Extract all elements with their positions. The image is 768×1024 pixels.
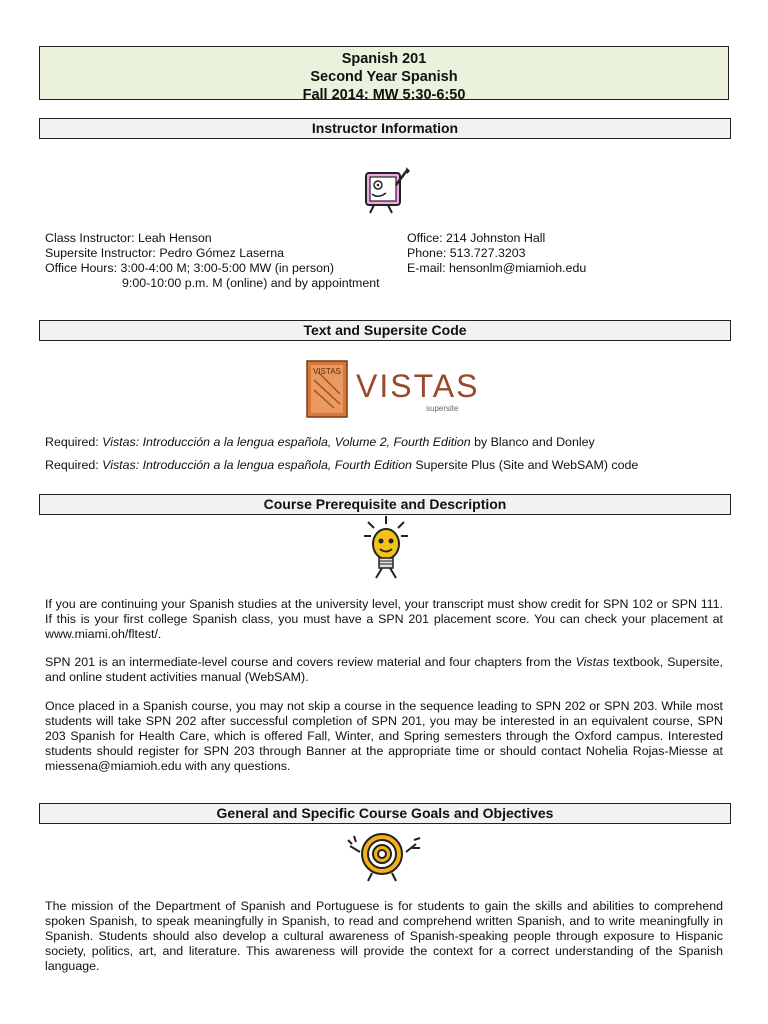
section-goals-heading: General and Specific Course Goals and Objectives	[39, 803, 731, 824]
prereq-paragraph-3: Once placed in a Spanish course, you may not skip a course in the sequence leading to SPN 202 or SPN 203. While most students will take SPN 202 after successful completion of SPN 201, you may be interested in an equivalent course, SPN 203 Spanish for Health Care, which is offered Fall, Winter, and Spring semesters through the Oxford campus. Interested students should register for SPN 203 through Banner at the appropriate time or should contact Nohelia Rojas-Miesse at miessena@miamioh.edu with any questions.	[45, 699, 723, 773]
required-supersite-code: Required: Vistas: Introducción a la lengua española, Fourth Edition Supersite Plus (Site and WebSAM) code	[45, 458, 639, 472]
email-address: E-mail: hensonlm@miamioh.edu	[407, 261, 587, 275]
course-schedule: Fall 2014: MW 5:30-6:50	[302, 87, 466, 103]
section-prereq-heading: Course Prerequisite and Description	[39, 494, 731, 515]
lightbulb-icon	[362, 516, 410, 582]
course-title-box	[39, 46, 729, 103]
svg-text:VISTAS: VISTAS	[313, 367, 341, 376]
vistas-book-logo	[306, 360, 480, 420]
office-hours-online: 9:00-10:00 p.m. M (online) and by appointment	[122, 276, 380, 290]
office-location: Office: 214 Johnston Hall	[407, 231, 546, 245]
goals-paragraph: The mission of the Department of Spanish and Portuguese is for students to gain the skills and abilities to comprehend spoken Spanish, to speak meaningfully in Spanish, to read and comprehend written Spanish, and to write meaningfully in Spanish. Students should also develop a cultural awareness of Spanish-speaking people through exposure to Hispanic society, politics, art, and literature. This awareness will provide the context for a correct understanding of the Spanish language.	[45, 899, 723, 973]
vistas-logo-text: VISTAS	[356, 368, 480, 404]
prereq-paragraph-2: SPN 201 is an intermediate-level course and covers review material and four chapters from the Vistas textbook, Supersite, and online student activities manual (WebSAM).	[45, 655, 723, 684]
office-hours: Office Hours: 3:00-4:00 M; 3:00-5:00 MW (in person)	[45, 261, 335, 275]
required-textbook: Required: Vistas: Introducción a la lengua española, Volume 2, Fourth Edition by Blanco and Donley	[45, 435, 595, 449]
teacher-board-icon	[358, 165, 412, 215]
course-name: Second Year Spanish	[310, 69, 458, 85]
phone-number: Phone: 513.727.3203	[407, 246, 526, 260]
textbook-cover-icon	[306, 360, 348, 418]
supersite-instructor: Supersite Instructor: Pedro Gómez Laserna	[45, 246, 284, 260]
section-text-heading: Text and Supersite Code	[39, 320, 731, 341]
section-instructor-heading: Instructor Information	[39, 118, 731, 139]
class-instructor: Class Instructor: Leah Henson	[45, 231, 212, 245]
prereq-paragraph-1: If you are continuing your Spanish studies at the university level, your transcript must show credit for SPN 102 or SPN 111. If this is your first college Spanish class, you must have a SPN 201 placement score. You can check your placement at www.miami.oh/fltest/.	[45, 597, 723, 641]
course-code: Spanish 201	[341, 51, 427, 67]
supersite-logo-text: supersite	[426, 404, 459, 413]
target-icon	[344, 826, 422, 882]
supersite-title: Vistas: Introducción a la lengua española, Fourth Edition	[102, 458, 412, 472]
textbook-title: Vistas: Introducción a la lengua española, Volume 2, Fourth Edition	[102, 435, 471, 449]
